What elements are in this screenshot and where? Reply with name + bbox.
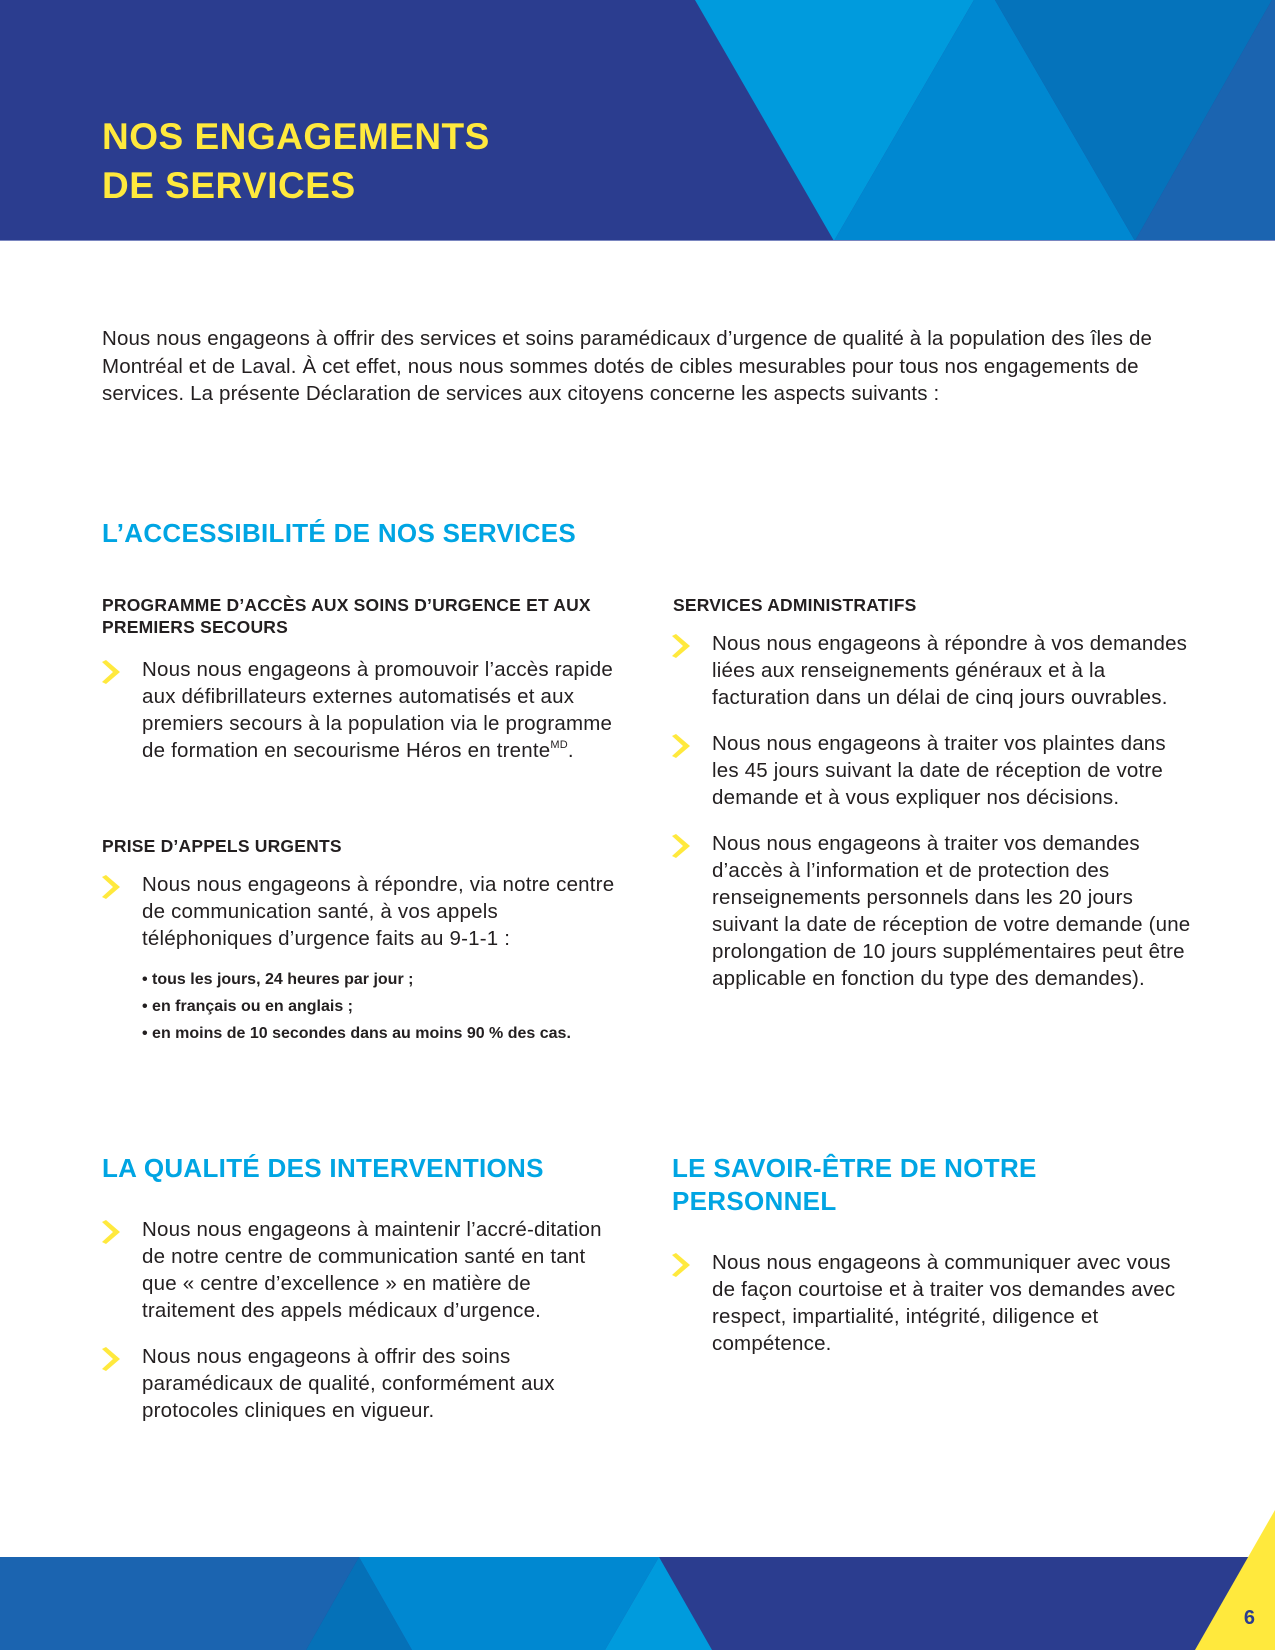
list-item: [672, 830, 1192, 992]
chevron-right-icon: [102, 660, 122, 684]
list-item: [102, 1216, 622, 1324]
list-item: [672, 730, 1192, 811]
section-title-savoir-etre: LE SAVOIR-ÊTRE DE NOTRE PERSONNEL: [672, 1153, 1037, 1216]
sub-list-item: • tous les jours, 24 heures par jour ;: [142, 966, 662, 993]
sub-list-item: • en moins de 10 secondes dans au moins 90 % des cas.: [142, 1020, 662, 1047]
bullet-text: Nous nous engageons à répondre à vos demandes liées aux renseignements généraux et à la facturation dans un délai de cinq jours ouvrables.: [712, 632, 1188, 709]
quality-bullet-list: [102, 1216, 622, 1424]
chevron-right-icon: [672, 834, 692, 858]
bullet-text: Nous nous engageons à offrir des soins paramédicaux de qualité, conformément aux protocoles cliniques en vigueur.: [142, 1345, 555, 1422]
subsection-title-urgent-calls: PRISE D’APPELS URGENTS: [102, 836, 342, 856]
bullet-text: Nous nous engageons à traiter vos demandes d’accès à l’information et de protection des renseignements personnels dans les 20 jours suivant la date de réception de votre demande (une prolongation de 10 jours supplémentaires peut être applicable en fonction du type des demandes).: [712, 832, 1191, 990]
chevron-right-icon: [102, 1347, 122, 1371]
list-item: [102, 1343, 622, 1424]
chevron-right-icon: [672, 634, 692, 658]
bullet-text: Nous nous engageons à promouvoir l’accès rapide aux défibrillateurs externes automatisés et aux premiers secours à la population via le programme de formation en secourisme Héros en trente: [142, 658, 613, 762]
list-item: [672, 1249, 1192, 1357]
bullet-end: .: [567, 739, 574, 762]
urgent-calls-sub-list: [142, 966, 662, 1047]
list-item: [102, 871, 622, 952]
page-title-line1: NOS ENGAGEMENTS: [102, 116, 490, 157]
chevron-right-icon: [102, 875, 122, 899]
subsection-title-admin-services: SERVICES ADMINISTRATIFS: [673, 595, 917, 615]
bullet-text: Nous nous engageons à traiter vos plaintes dans les 45 jours suivant la date de réception de votre demande et à vous expliquer nos décisions.: [712, 732, 1166, 809]
admin-services-bullet-list: [672, 630, 1192, 992]
programme-bullet-list: [102, 656, 622, 764]
trademark-superscript: MD: [550, 739, 568, 751]
page-title: [102, 112, 490, 210]
intro-paragraph: Nous nous engageons à offrir des services et soins paramédicaux d’urgence de qualité à la population des îles de Montréal et de Laval. À cet effet, nous nous sommes dotés de cibles mesurables pour tous nos engagements de services. La présente Déclaration de services aux citoyens concerne les aspects suivants :: [102, 327, 1153, 405]
section-title-accessibility: L’ACCESSIBILITÉ DE NOS SERVICES: [102, 518, 577, 548]
chevron-right-icon: [672, 1253, 692, 1277]
list-item: [102, 656, 622, 764]
chevron-right-icon: [672, 734, 692, 758]
list-item: [672, 630, 1192, 711]
page-title-line2: DE SERVICES: [102, 165, 356, 206]
footer-banner: [0, 1500, 1275, 1650]
bullet-text: Nous nous engageons à maintenir l’accré-ditation de notre centre de communication santé en tant que « centre d’excellence » en matière de traitement des appels médicaux d’urgence.: [142, 1218, 602, 1322]
bullet-text: Nous nous engageons à répondre, via notre centre de communication santé, à vos appels téléphoniques d’urgence faits au 9-1-1 :: [142, 873, 615, 950]
chevron-right-icon: [102, 1220, 122, 1244]
sub-list-item: • en français ou en anglais ;: [142, 993, 662, 1020]
header-banner: [0, 0, 1275, 241]
bullet-text: Nous nous engageons à communiquer avec vous de façon courtoise et à traiter vos demandes avec respect, impartialité, intégrité, diligence et compétence.: [712, 1251, 1176, 1355]
footer-left-slab: [0, 1557, 359, 1650]
page-number: 6: [1243, 1607, 1255, 1629]
section-title-quality: LA QUALITÉ DES INTERVENTIONS: [102, 1153, 544, 1183]
footer-geometric-pattern: [0, 1500, 1275, 1650]
urgent-calls-bullet-list: [102, 871, 622, 952]
subsection-title-programme: PROGRAMME D’ACCÈS AUX SOINS D’URGENCE ET AUX PREMIERS SECOURS: [102, 595, 591, 637]
savoir-etre-bullet-list: [672, 1249, 1192, 1357]
